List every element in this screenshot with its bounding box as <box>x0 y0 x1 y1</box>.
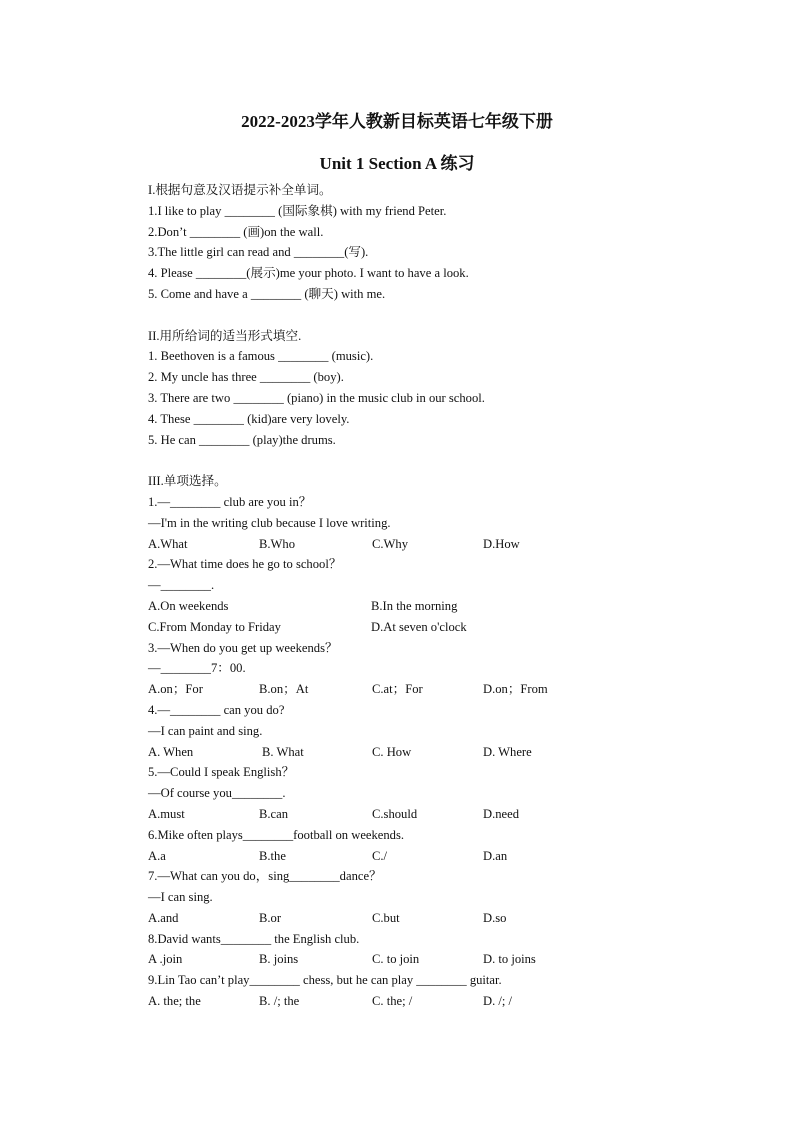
q5-option-d: D.need <box>483 806 520 821</box>
section-2-heading: II.用所给词的适当形式填空. <box>148 328 302 343</box>
spacer <box>148 450 708 471</box>
q3-option-d: D.on；From <box>483 682 548 697</box>
q8-option-b: B. joins <box>259 952 299 967</box>
section-1-heading: I.根据句意及汉语提示补全单词。 <box>148 183 332 197</box>
q2-option-a: A.On weekends <box>148 598 229 613</box>
q2-stem: 2.—What time does he go to school？ <box>148 557 342 572</box>
q3-options <box>148 679 708 700</box>
q6-option-b: B.the <box>259 848 286 863</box>
q5-options <box>148 804 708 825</box>
q6-option-a: A.a <box>148 848 166 863</box>
sec2-item-3: 3. There are two ________ (piano) in the music club in our school. <box>148 390 485 405</box>
q3-dialog: —________7：00. <box>148 661 246 676</box>
q5-dialog: —Of course you________. <box>148 786 286 801</box>
q6-options <box>148 846 708 867</box>
q9-stem: 9.Lin Tao can’t play________ chess, but he can play ________ guitar. <box>148 973 502 988</box>
section-3-heading: III.单项选择。 <box>148 474 227 489</box>
q7-stem: 7.—What can you do，sing________dance？ <box>148 869 382 884</box>
q5-option-a: A.must <box>148 806 185 821</box>
q5-stem: 5.—Could I speak English？ <box>148 765 295 780</box>
q2-dialog: —________. <box>148 578 215 593</box>
q3-option-a: A.on；For <box>148 682 203 697</box>
q4-dialog: —I can paint and sing. <box>148 723 263 738</box>
q6-option-c: C./ <box>372 848 388 863</box>
worksheet-content <box>148 180 708 1012</box>
q8-stem: 8.David wants________ the English club. <box>148 931 360 946</box>
q2-option-b: B.In the morning <box>371 598 458 613</box>
spacer <box>148 305 708 326</box>
q5-option-c: C.should <box>372 806 418 821</box>
q7-option-d: D.so <box>483 910 507 925</box>
q4-options <box>148 742 708 763</box>
q1-option-c: C.Why <box>372 536 409 551</box>
q1-stem: 1.—________ club are you in？ <box>148 494 312 509</box>
sec2-item-4: 4. These ________ (kid)are very lovely. <box>148 411 350 426</box>
sec1-item-3: 3.The little girl can read and ________(写). <box>148 245 369 260</box>
q9-option-b: B. /; the <box>259 994 300 1009</box>
q7-option-a: A.and <box>148 910 179 925</box>
q4-option-a: A. When <box>148 744 194 759</box>
q4-option-c: C. How <box>372 744 412 759</box>
q1-dialog: —I'm in the writing club because I love writing. <box>148 515 391 530</box>
q4-option-d: D. Where <box>483 744 532 759</box>
sec2-item-1: 1. Beethoven is a famous ________ (music). <box>148 349 374 364</box>
sec1-item-2: 2.Don’t ________ (画)on the wall. <box>148 224 324 239</box>
sec1-item-1: 1.I like to play ________ (国际象棋) with my friend Peter. <box>148 203 447 218</box>
q4-stem: 4.—________ can you do? <box>148 702 285 717</box>
q6-option-d: D.an <box>483 848 508 863</box>
q4-option-b: B. What <box>262 744 304 759</box>
q9-option-c: C. the; / <box>372 994 413 1009</box>
sec1-item-4: 4. Please ________(展示)me your photo. I want to have a look. <box>148 266 469 281</box>
q7-option-b: B.or <box>259 910 282 925</box>
q7-option-c: C.but <box>372 910 400 925</box>
q7-options <box>148 908 708 929</box>
q9-option-a: A. the; the <box>148 994 201 1009</box>
sec1-item-5: 5. Come and have a ________ (聊天) with me. <box>148 286 386 301</box>
q2-option-c: C.From Monday to Friday <box>148 619 281 634</box>
q9-option-d: D. /; / <box>483 994 513 1009</box>
q1-option-d: D.How <box>483 536 520 551</box>
q2-options-row-1 <box>148 596 708 617</box>
q2-option-d: D.At seven o'clock <box>371 619 467 634</box>
q3-stem: 3.—When do you get up weekends？ <box>148 640 338 655</box>
q8-option-a: A .join <box>148 952 183 967</box>
q3-option-b: B.on；At <box>259 682 309 697</box>
q8-options <box>148 949 708 970</box>
page-title: 2022-2023学年人教新目标英语七年级下册 <box>241 112 553 131</box>
q6-stem: 6.Mike often plays________football on weekends. <box>148 827 405 842</box>
q1-option-b: B.Who <box>259 536 296 551</box>
q1-options <box>148 534 708 555</box>
q2-options-row-2 <box>148 617 708 638</box>
q1-option-a: A.What <box>148 536 188 551</box>
q3-option-c: C.at；For <box>372 682 423 697</box>
q8-option-d: D. to joins <box>483 952 536 967</box>
q5-option-b: B.can <box>259 806 289 821</box>
sec2-item-5: 5. He can ________ (play)the drums. <box>148 432 336 447</box>
q9-options <box>148 991 708 1012</box>
sec2-item-2: 2. My uncle has three ________ (boy). <box>148 370 344 385</box>
q7-dialog: —I can sing. <box>148 890 213 905</box>
page-subtitle: Unit 1 Section A 练习 <box>319 154 475 173</box>
q8-option-c: C. to join <box>372 952 420 967</box>
